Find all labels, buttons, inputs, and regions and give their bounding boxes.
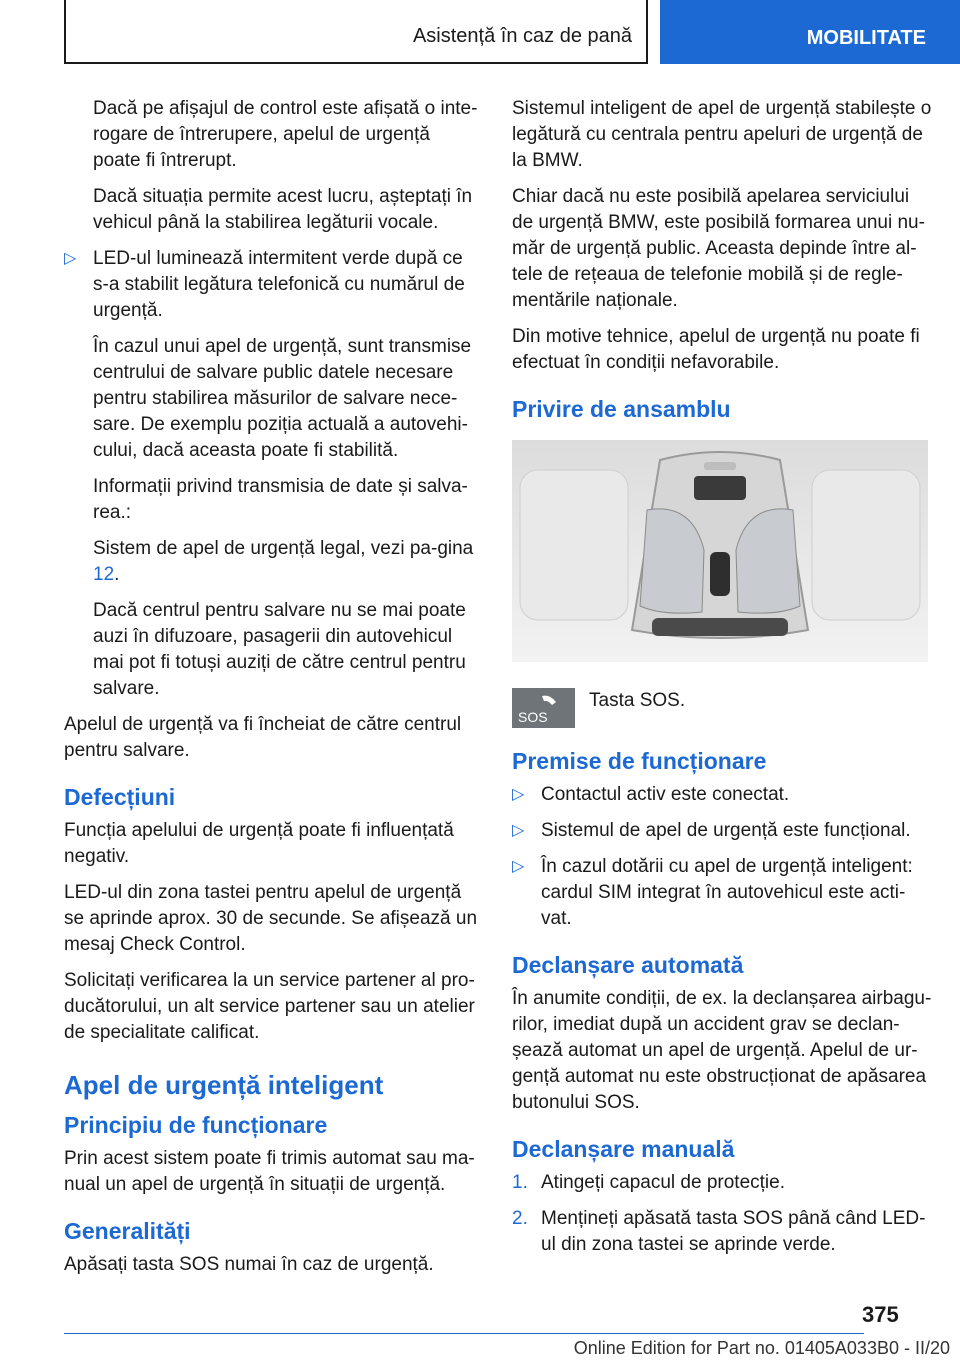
page-header	[0, 0, 960, 66]
heading-premise: Premise de funcționare	[512, 748, 767, 774]
heading-declansare-automata: Declanșare automată	[512, 952, 744, 978]
bullet-item	[512, 782, 932, 808]
step-item	[512, 1206, 932, 1258]
triangle-bullet-icon: ▷	[512, 822, 525, 839]
footer-edition: Online Edition for Part no. 01405A033B0 - II/20	[573, 1338, 950, 1358]
paragraph: Funcția apelului de urgență poate fi influențată negativ.	[64, 820, 454, 867]
triangle-bullet-icon: ▷	[512, 858, 525, 875]
paragraph: Informații privind transmisia de date și salva-rea.:	[93, 476, 468, 523]
heading-privire: Privire de ansamblu	[512, 396, 731, 422]
paragraph: Sistemul inteligent de apel de urgență stabilește o legătură cu centrala pentru apeluri de urgență de la BMW.	[512, 98, 932, 171]
link-prefix-text: Sistem de apel de urgență legal, vezi pa-gina	[93, 538, 474, 559]
step-number: 2.	[512, 1208, 528, 1229]
paragraph: Solicitați verificarea la un service partener al pro-ducătorului, un alt service partener sau un atelier de specialitate calificat.	[64, 970, 475, 1043]
bullet-text: Sistemul de apel de urgență este funcțional.	[541, 820, 911, 841]
sos-key-icon	[512, 688, 575, 728]
section-title: Asistență în caz de pană	[64, 0, 648, 64]
link-suffix-text: .	[114, 564, 120, 585]
step-text: Atingeți capacul de protecție.	[541, 1172, 785, 1193]
sos-cover	[694, 476, 746, 500]
step-text: Mențineți apăsată tasta SOS până când LED-ul din zona tastei se aprinde verde.	[541, 1208, 926, 1255]
bullet-item	[512, 818, 932, 844]
heading-apel-inteligent: Apel de urgență inteligent	[64, 1070, 384, 1100]
paragraph: LED-ul din zona tastei pentru apelul de urgență se aprinde aprox. 30 de secunde. Se afișează un mesaj Check Control.	[64, 882, 478, 955]
paragraph: Dacă pe afișajul de control este afișată o inte-rogare de întrerupere, apelul de urgență poate fi întrerupt.	[93, 98, 478, 171]
step-number: 1.	[512, 1172, 528, 1193]
paragraph: Prin acest sistem poate fi trimis automat sau ma-nual un apel de urgență în situații de urgență.	[64, 1148, 475, 1195]
triangle-bullet-icon: ▷	[512, 786, 525, 803]
paragraph: Dacă situația permite acest lucru, așteptați în vehicul până la stabilirea legăturii vocale.	[93, 186, 473, 233]
paragraph: Din motive tehnice, apelul de urgență nu poate fi efectuat în condiții nefavorabile.	[512, 326, 920, 373]
right-column	[512, 96, 932, 1268]
heading-generalitati: Generalități	[64, 1218, 191, 1244]
page-number: 375	[862, 1302, 899, 1327]
sos-key-row	[512, 688, 932, 728]
paragraph: Chiar dacă nu este posibilă apelarea serviciului de urgență BMW, este posibilă formarea unui nu-măr de urgență public. Aceasta depinde între al-tele de rețeaua de telefonie mobilă și de regle-mentările naționale.	[512, 186, 925, 311]
step-item	[512, 1170, 932, 1196]
bullet-text: În cazul dotării cu apel de urgență inteligent: cardul SIM integrat în autovehicul este acti-vat.	[541, 856, 913, 929]
paragraph: Apelul de urgență va fi încheiat de către centrul pentru salvare.	[64, 714, 462, 761]
heading-defectiuni: Defecțiuni	[64, 784, 176, 810]
svg-text:SOS: SOS	[518, 709, 548, 725]
paragraph: În cazul unui apel de urgență, sunt transmise centrului de salvare public datele necesare pentru stabilirea măsurilor de salvare nece-sare. De exemplu poziția actuală a autovehi-cului, dacă aceasta poate fi stabilită.	[93, 336, 472, 461]
heading-principiu: Principiu de funcționare	[64, 1112, 328, 1138]
paragraph: Apăsați tasta SOS numai în caz de urgență.	[64, 1254, 434, 1275]
bullet-text: Contactul activ este conectat.	[541, 784, 790, 805]
triangle-bullet-icon: ▷	[64, 250, 77, 267]
chapter-tab[interactable]: MOBILITATE	[660, 0, 960, 64]
page-link[interactable]: 12	[93, 564, 115, 585]
overhead-console-image	[512, 440, 928, 662]
bullet-text: LED-ul luminează intermitent verde după ce s-a stabilit legătura telefonică cu numărul de urgență.	[93, 248, 465, 321]
footer-divider	[64, 1333, 864, 1334]
left-column	[64, 96, 478, 1288]
paragraph-with-link	[64, 536, 478, 588]
bullet-item	[512, 854, 932, 932]
paragraph: În anumite condiții, de ex. la declanșarea airbagu-rilor, imediat după un accident grav se declan-șează automat un apel de urgență. Apelul de ur-gență automat nu este obstrucționat de apăsarea butonului SOS.	[512, 988, 932, 1113]
bullet-item	[64, 246, 478, 324]
paragraph: Dacă centrul pentru salvare nu se mai poate auzi în difuzoare, pasagerii din autovehicul mai pot fi totuși auziți de către centrul pentru salvare.	[93, 600, 466, 699]
sos-key-label: Tasta SOS.	[589, 690, 686, 711]
heading-declansare-manuala: Declanșare manuală	[512, 1136, 735, 1162]
